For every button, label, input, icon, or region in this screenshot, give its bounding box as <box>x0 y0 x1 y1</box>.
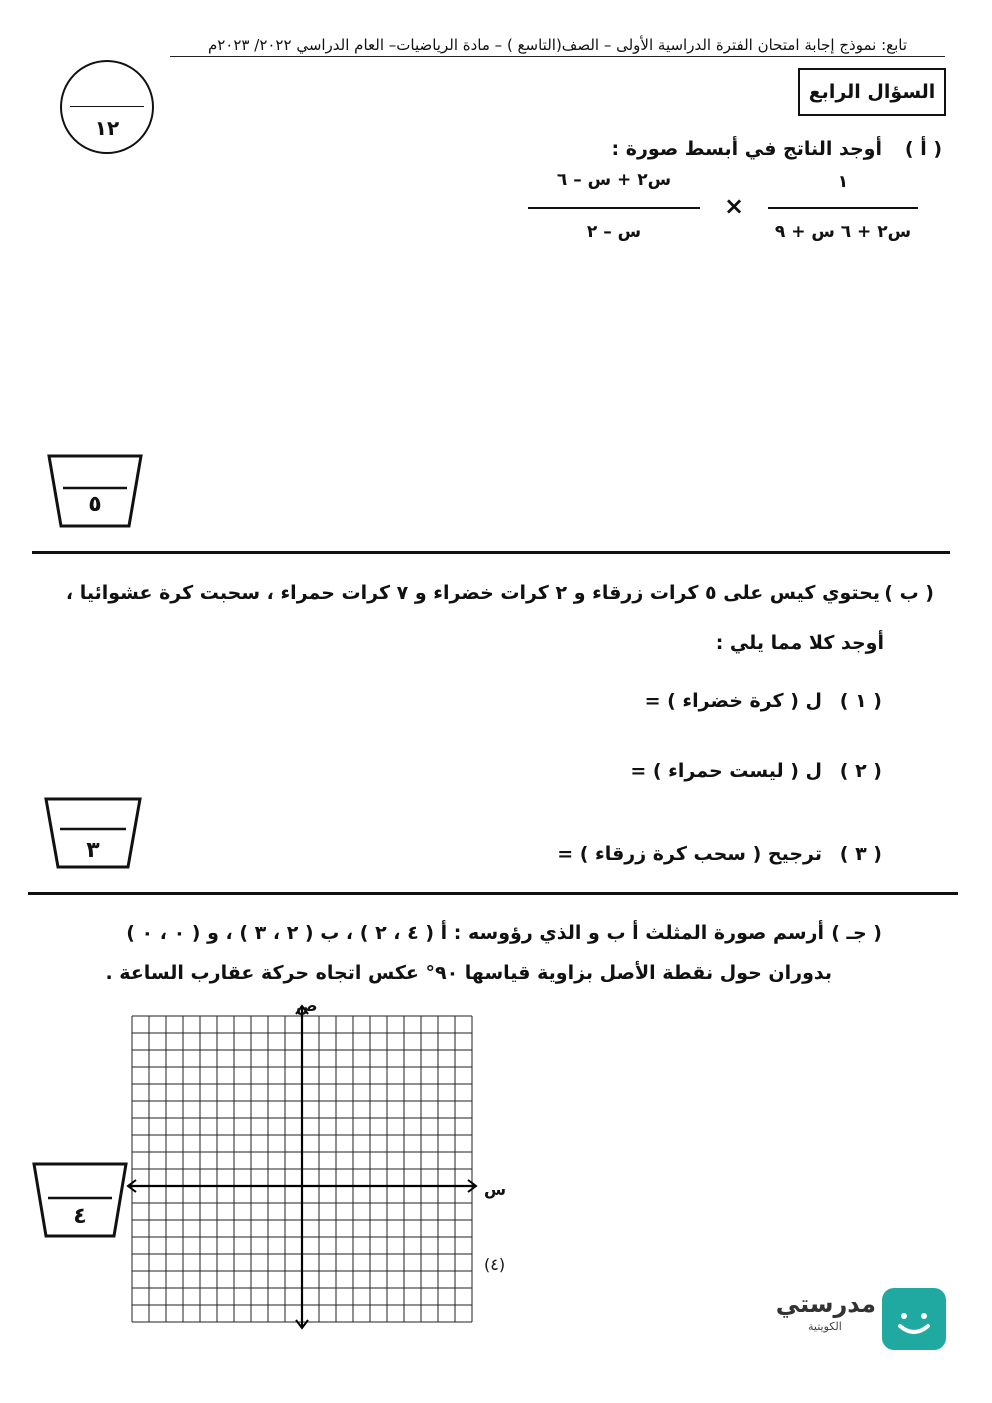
frac2-bar <box>528 207 700 209</box>
score-line <box>70 106 144 107</box>
section-divider-1 <box>32 551 950 554</box>
total-score-value: ١٢ <box>94 116 120 140</box>
mark-b-value: ٣ <box>86 838 100 863</box>
frac2-denominator: س – ٢ <box>586 222 642 242</box>
part-b-text: يحتوي كيس على ٥ كرات زرقاء و ٢ كرات خضراء و ٧ كرات حمراء ، سحبت كرة عشوائيا ، <box>65 582 880 604</box>
frac2-numerator: س٢ + س – ٦ <box>556 170 672 190</box>
part-b-item-2-num: ( ٢ ) <box>839 760 882 782</box>
part-c-text-2: بدوران حول نقطة الأصل بزاوية قياسها ٩٠° عكس اتجاه حركة عقارب الساعة . <box>105 962 832 984</box>
mark-c-value: ٤ <box>73 1204 87 1229</box>
multiply-sign: × <box>724 192 745 220</box>
coordinate-grid[interactable] <box>120 996 500 1341</box>
total-score-circle <box>60 60 154 154</box>
logo-name: مدرستي <box>775 1290 876 1318</box>
y-axis-label: ص <box>296 996 318 1015</box>
page-header: تابع: نموذج إجابة امتحان الفترة الدراسية الأولى – الصف(التاسع ) – مادة الرياضيات– العام الدراسي ٢٠٢٢/ ٢٠٢٣م <box>170 36 945 57</box>
logo-subtitle: الكويتية <box>808 1320 842 1333</box>
question-title: السؤال الرابع <box>798 68 946 116</box>
logo-icon <box>882 1288 946 1350</box>
part-a-prompt: أوجد الناتج في أبسط صورة : <box>611 138 882 160</box>
grid-side-mark: (٤) <box>484 1255 506 1274</box>
section-divider-2 <box>28 892 958 895</box>
part-b-item-1-num: ( ١ ) <box>839 690 882 712</box>
part-b-label: ( ب ) <box>884 582 934 604</box>
part-b-instruction: أوجد كلا مما يلي : <box>715 632 884 654</box>
frac1-numerator: ١ <box>837 172 849 192</box>
part-a-label: ( أ ) <box>904 138 942 160</box>
mark-box-a <box>45 452 145 530</box>
part-b-item-1-text: ل ( كرة خضراء ) = <box>644 690 822 712</box>
mark-a-value: ٥ <box>88 492 102 517</box>
frac1-bar <box>768 207 918 209</box>
part-b-item-3-num: ( ٣ ) <box>839 843 882 865</box>
frac1-denominator: س٢ + ٦ س + ٩ <box>774 222 912 242</box>
part-c-text-1: أرسم صورة المثلث أ ب و الذي رؤوسه : أ ( ٤ ، ٢ ) ، ب ( ٢ ، ٣ ) ، و ( ٠ ، ٠ ) <box>126 922 824 944</box>
part-c-label: ( جـ ) <box>831 922 882 944</box>
part-b-item-2-text: ل ( ليست حمراء ) = <box>630 760 822 782</box>
part-b-item-3-text: ترجيح ( سحب كرة زرقاء ) = <box>557 843 822 865</box>
x-axis-label: س <box>484 1180 507 1199</box>
